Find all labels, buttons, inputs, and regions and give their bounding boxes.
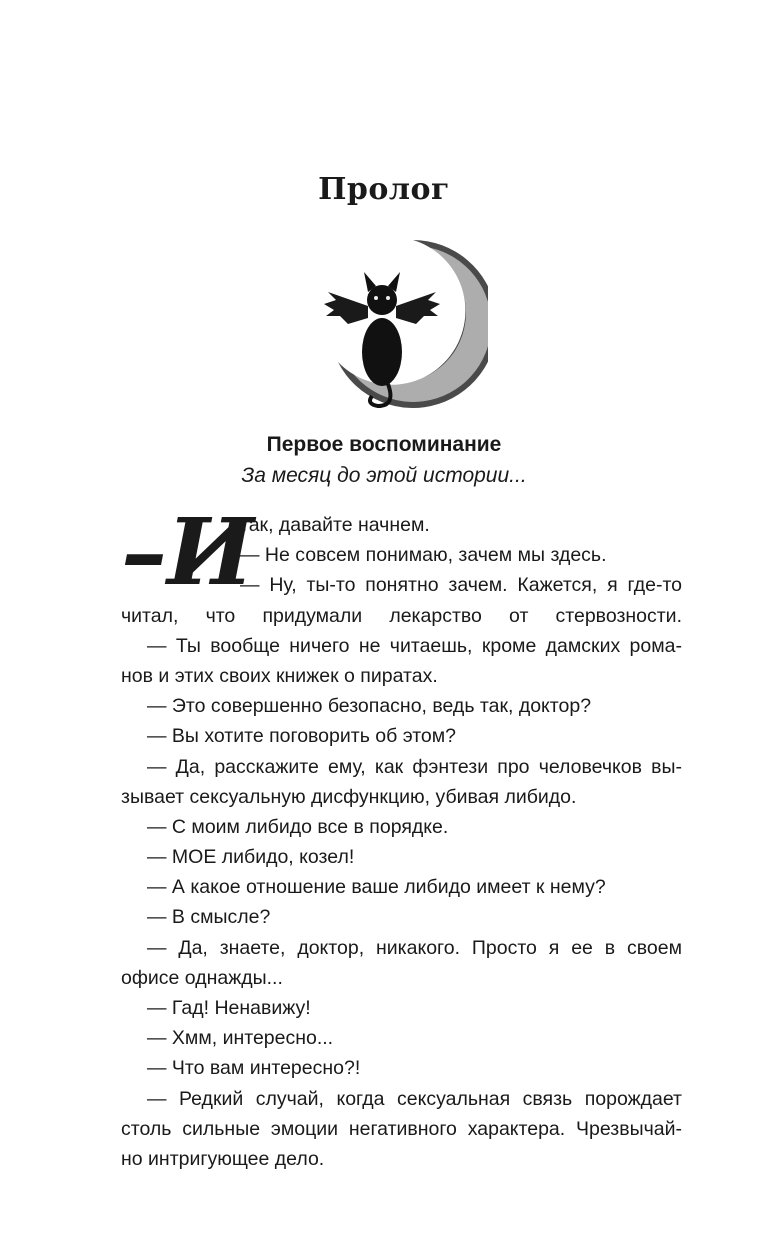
text-line: так, давайте начнем.	[240, 514, 430, 536]
chapter-title: Пролог	[318, 172, 450, 207]
drop-cap: –И	[121, 498, 254, 606]
text-line: — Да, расскажите ему, как фэнтези про человечков вы-	[147, 755, 682, 778]
section-title: Первое воспоминание	[266, 433, 502, 456]
text-line: — С моим либидо все в порядке.	[147, 815, 449, 838]
text-line: нов и этих своих книжек о пиратах.	[121, 664, 438, 687]
text-line: — Ты вообще ничего не читаешь, кроме дамских рома-	[147, 634, 682, 657]
body-text	[121, 498, 682, 1174]
text-line: — Что вам интересно?!	[147, 1057, 361, 1080]
text-line: столь сильные эмоции негативного характера. Чрезвычай-	[121, 1117, 682, 1140]
text-line: — Да, знаете, доктор, никакого. Просто я ее в своем	[147, 936, 682, 959]
text-line: — Ну, ты-то понятно зачем. Кажется, я где-то	[240, 574, 682, 597]
text-line: — Гад! Ненавижу!	[147, 997, 311, 1019]
text-line: — МОЕ либидо, козел!	[147, 846, 355, 869]
text-line: но интригующее дело.	[121, 1147, 325, 1170]
text-line: — В смысле?	[147, 906, 271, 929]
cat-body	[362, 318, 402, 386]
cat-moon-illustration	[318, 234, 488, 414]
cat-head	[367, 285, 397, 315]
text-line: читал, что придумали лекарство от стервозности.	[121, 604, 682, 627]
section-subtitle: За месяц до этой истории...	[241, 464, 527, 487]
text-line: — Не совсем понимаю, зачем мы здесь.	[240, 544, 607, 567]
text-line: офисе однажды...	[121, 966, 283, 989]
text-line: — Редкий случай, когда сексуальная связь порождает	[147, 1087, 682, 1110]
text-line: — А какое отношение ваше либидо имеет к нему?	[147, 876, 606, 899]
text-line: — Хмм, интересно...	[147, 1027, 334, 1050]
text-line: зывает сексуальную дисфункцию, убивая либидо.	[121, 785, 577, 808]
left-wing	[324, 292, 368, 324]
right-wing	[396, 292, 440, 324]
text-line: — Вы хотите поговорить об этом?	[147, 725, 457, 748]
text-line: — Это совершенно безопасно, ведь так, доктор?	[147, 695, 592, 718]
